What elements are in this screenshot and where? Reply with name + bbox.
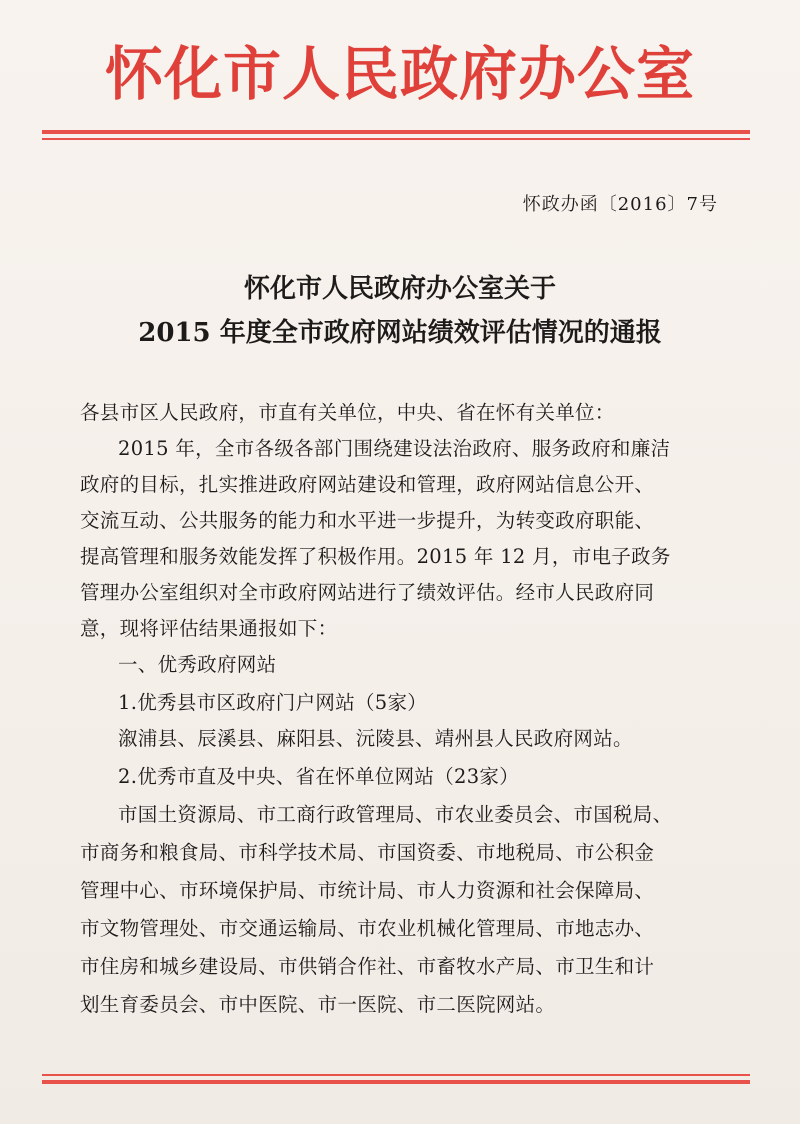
document-number: 怀政办函〔2016〕7号 xyxy=(522,194,718,215)
subsection-heading: 2.优秀市直及中央、省在怀单位网站（23家） xyxy=(118,765,520,788)
subsection-heading: 1.优秀县市区政府门户网站（5家） xyxy=(118,691,428,714)
document-title-line-2: 2015 年度全市政府网站绩效评估情况的通报 xyxy=(138,318,662,348)
footer-rule-thick xyxy=(42,1080,750,1084)
body-line: 划生育委员会、市中医院、市一医院、市二医院网站。 xyxy=(80,993,556,1016)
body-line: 交流互动、公共服务的能力和水平进一步提升，为转变政府职能、 xyxy=(80,509,655,532)
body-line: 溆浦县、辰溪县、麻阳县、沅陵县、靖州县人民政府网站。 xyxy=(118,727,633,750)
body-line: 2015 年，全市各级各部门围绕建设法治政府、服务政府和廉洁 xyxy=(118,437,671,460)
body-line: 市国土资源局、市工商行政管理局、市农业委员会、市国税局、 xyxy=(118,803,673,826)
letterhead-title: 怀化市人民政府办公室 xyxy=(104,40,695,108)
body-line: 政府的目标，扎实推进政府网站建设和管理，政府网站信息公开、 xyxy=(80,473,655,496)
letterhead-rule-thick xyxy=(42,130,750,134)
body-line: 市住房和城乡建设局、市供销合作社、市畜牧水产局、市卫生和计 xyxy=(80,955,655,978)
document-title-line-1: 怀化市人民政府办公室关于 xyxy=(243,274,556,304)
body-line: 提高管理和服务效能发挥了积极作用。2015 年 12 月，市电子政务 xyxy=(80,545,671,568)
body-line: 管理中心、市环境保护局、市统计局、市人力资源和社会保障局、 xyxy=(80,879,655,902)
body-line: 市商务和粮食局、市科学技术局、市国资委、市地税局、市公积金 xyxy=(80,841,655,864)
letterhead-rule-thin xyxy=(42,138,750,140)
body-line: 意，现将评估结果通报如下： xyxy=(80,617,338,640)
body-line: 管理办公室组织对全市政府网站进行了绩效评估。经市人民政府同 xyxy=(80,581,655,604)
footer-rule-thin xyxy=(42,1074,750,1076)
section-heading: 一、优秀政府网站 xyxy=(118,653,277,676)
body-line: 市文物管理处、市交通运输局、市农业机械化管理局、市地志办、 xyxy=(80,917,655,940)
salutation: 各县市区人民政府，市直有关单位，中央、省在怀有关单位： xyxy=(80,401,615,424)
